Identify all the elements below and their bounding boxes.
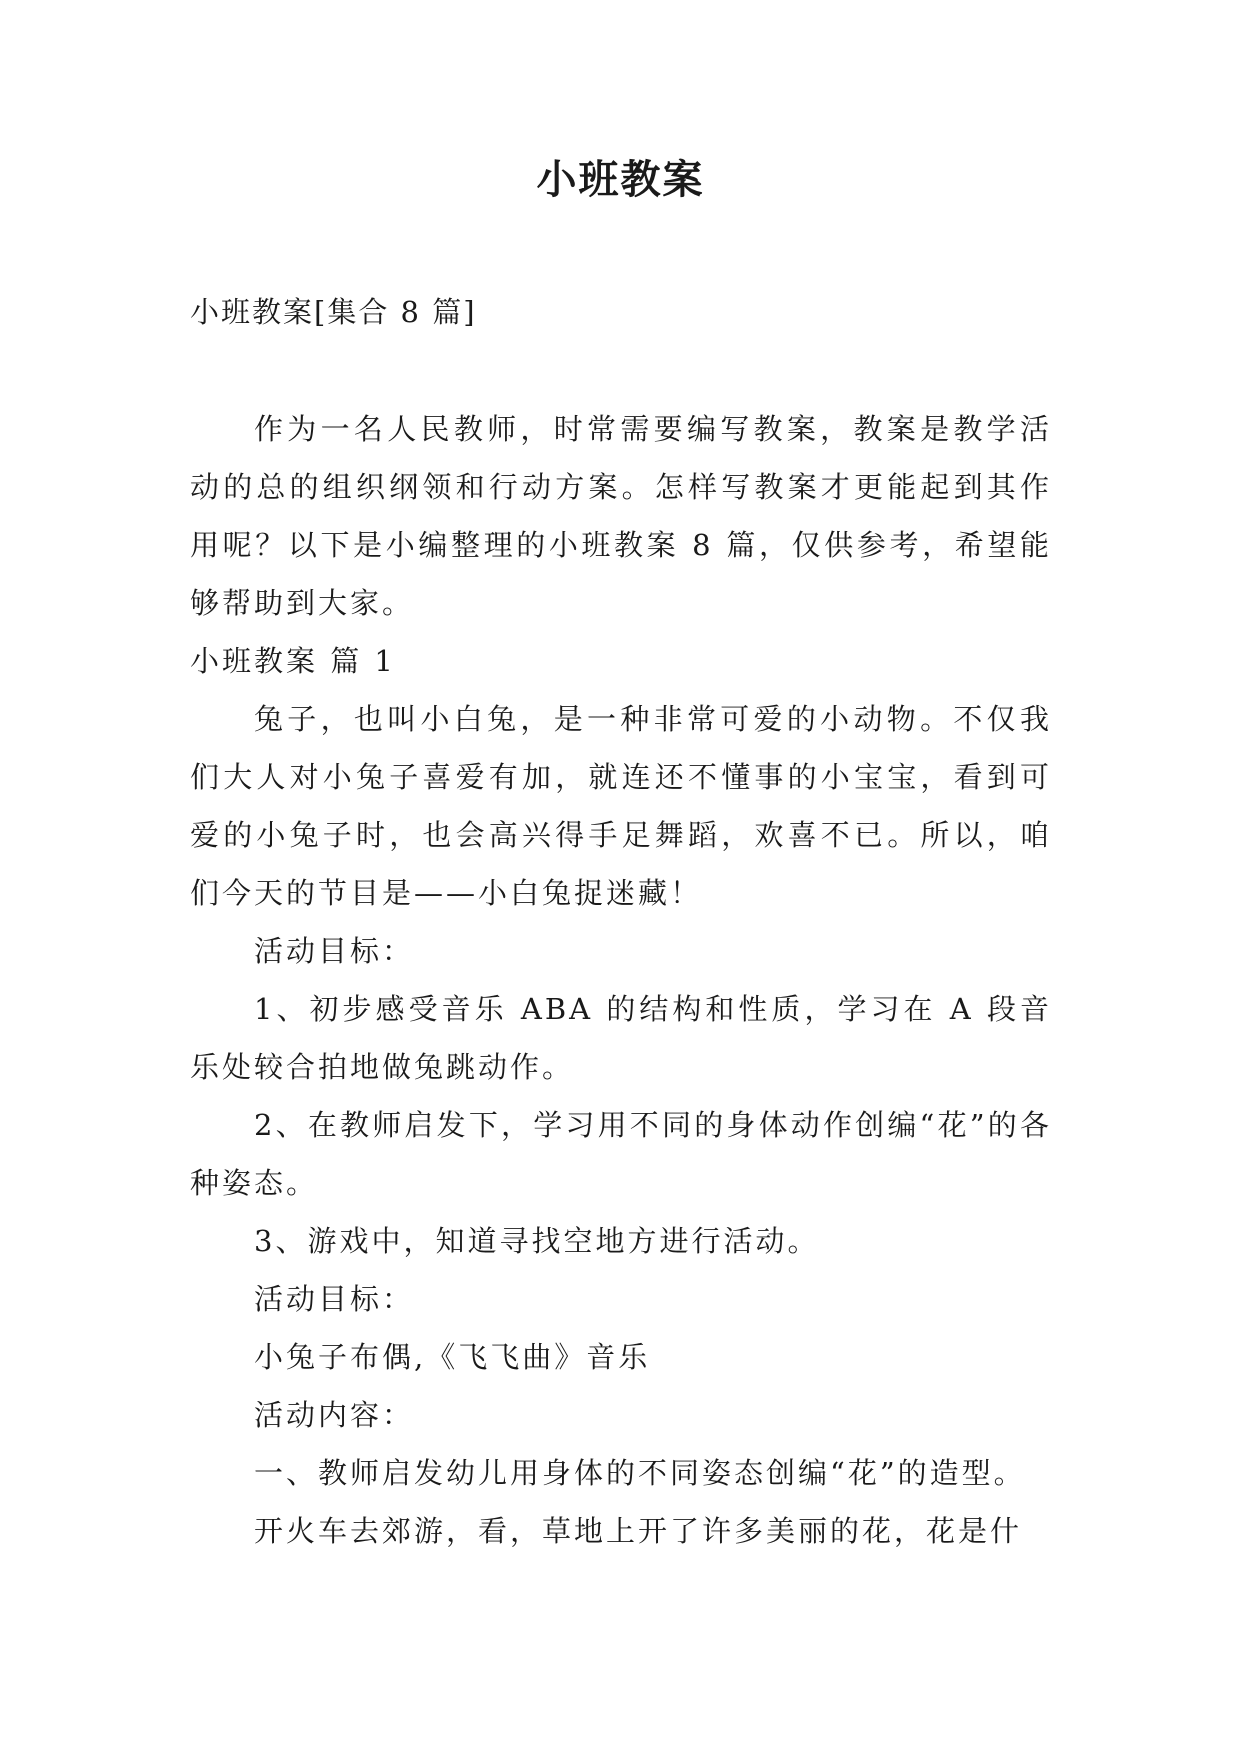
document-subtitle: 小班教案[集合 8 篇] bbox=[190, 295, 477, 329]
goal-item-1: 1、初步感受音乐 ABA 的结构和性质，学习在 A 段音乐处较合拍地做兔跳动作。 bbox=[190, 992, 1052, 1084]
activity-goal-heading: 活动目标： bbox=[254, 934, 415, 968]
goal-item-2: 2、在教师启发下，学习用不同的身体动作创编“花”的各种姿态。 bbox=[190, 1108, 1052, 1200]
content-paragraph: 开火车去郊游，看，草地上开了许多美丽的花，花是什 bbox=[254, 1514, 1023, 1548]
page-title: 小班教案 bbox=[536, 157, 705, 203]
goal-item-3: 3、游戏中，知道寻找空地方进行活动。 bbox=[254, 1224, 820, 1258]
materials-line: 小兔子布偶,《飞飞曲》音乐 bbox=[254, 1340, 651, 1374]
activity-goal-heading-2: 活动目标： bbox=[254, 1282, 415, 1316]
body-paragraph: 兔子，也叫小白兔，是一种非常可爱的小动物。不仅我们大人对小兔子喜爱有加，就连还不懂事的小宝宝，看到可爱的小兔子时，也会高兴得手足舞蹈，欢喜不已。所以，咱们今天的节目是——小白兔捉迷藏！ bbox=[190, 702, 1052, 910]
section-heading: 小班教案 篇 1 bbox=[190, 644, 396, 678]
intro-paragraph: 作为一名人民教师，时常需要编写教案，教案是教学活动的总的组织纲领和行动方案。怎样写教案才更能起到其作用呢？以下是小编整理的小班教案 8 篇，仅供参考，希望能够帮助到大家。 bbox=[190, 412, 1052, 620]
document-body bbox=[190, 400, 1052, 1560]
activity-content-heading: 活动内容： bbox=[254, 1398, 415, 1432]
content-step-1: 一、教师启发幼儿用身体的不同姿态创编“花”的造型。 bbox=[254, 1456, 1026, 1490]
